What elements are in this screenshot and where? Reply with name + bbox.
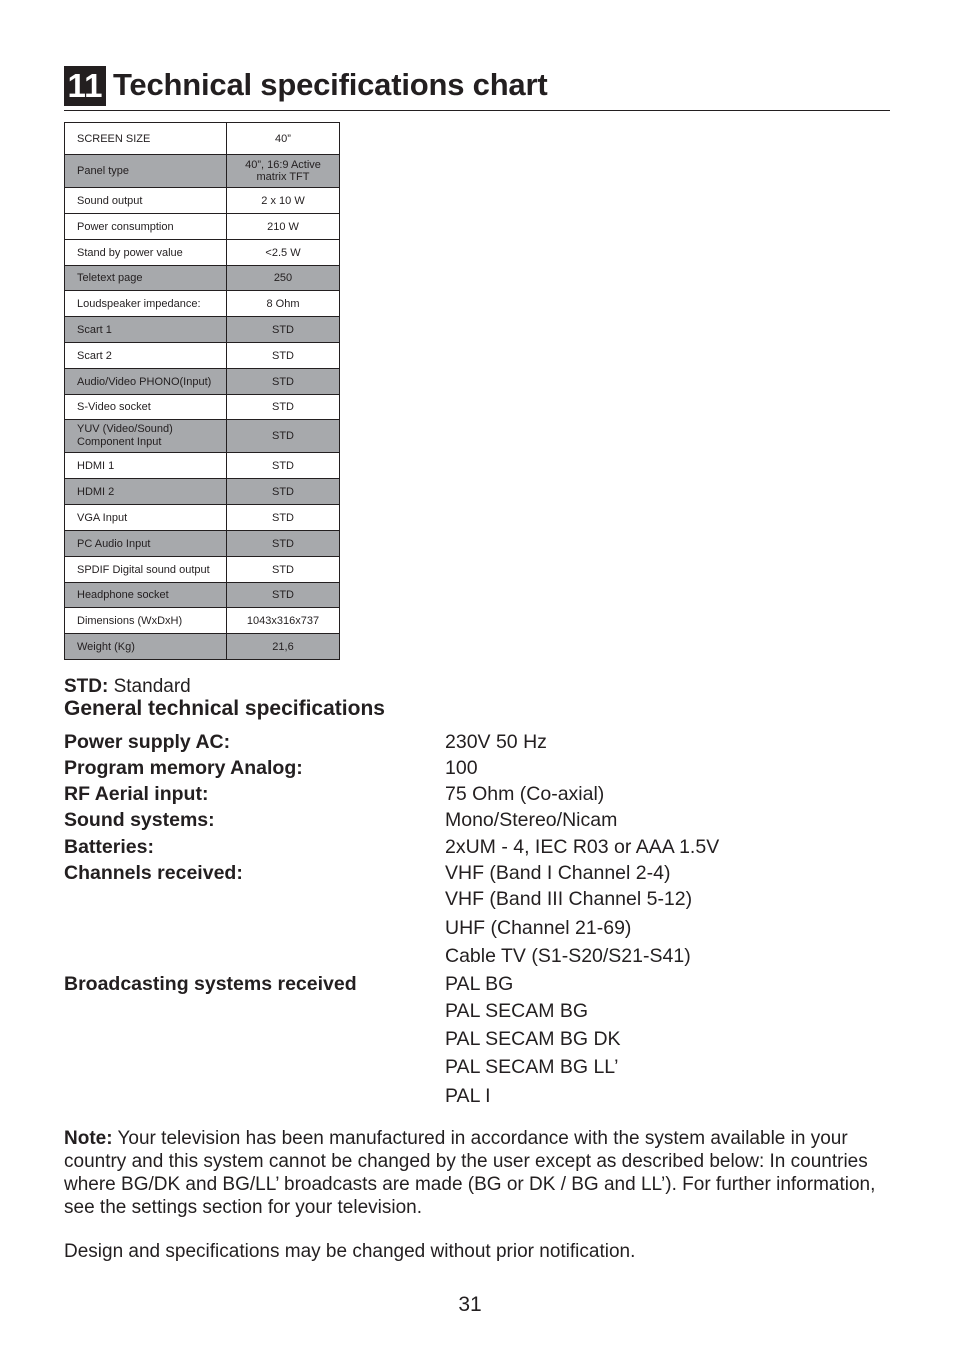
spec-row <box>65 214 340 240</box>
general-specs-title: General technical specifications <box>64 697 385 720</box>
spec-label: Weight (Kg) <box>65 634 227 660</box>
spec-row <box>65 634 340 660</box>
spec-label: Sound output <box>65 188 227 214</box>
spec-value: STD <box>227 557 340 583</box>
spec-row <box>65 317 340 343</box>
spec-value: STD <box>227 420 340 453</box>
spec-label: HDMI 2 <box>65 479 227 505</box>
general-spec-value: Mono/Stereo/Nicam <box>445 809 618 831</box>
spec-row <box>65 395 340 420</box>
spec-value: 1043x316x737 <box>227 608 340 634</box>
spec-value: STD <box>227 395 340 420</box>
spec-value: 40”, 16:9 Active matrix TFT <box>227 155 340 188</box>
spec-label: YUV (Video/Sound) Component Input <box>65 420 227 453</box>
spec-row <box>65 240 340 266</box>
general-spec-value: Cable TV (S1-S20/S21-S41) <box>445 945 691 967</box>
general-spec-value: PAL SECAM BG DK <box>445 1028 621 1050</box>
note-label: Note: <box>64 1128 113 1149</box>
spec-label: PC Audio Input <box>65 531 227 557</box>
spec-value: 40” <box>227 123 340 155</box>
spec-row <box>65 123 340 155</box>
general-spec-label: Power supply AC: <box>64 731 231 753</box>
design-notice: Design and specifications may be changed without prior notification. <box>64 1241 636 1262</box>
spec-value: <2.5 W <box>227 240 340 266</box>
note-text: Your television has been manufactured in accordance with the system available in your country and this system cannot be changed by the user except as described below: In countries where BG/DK and BG/LL’ broadcasts are made (BG or DK / BG and LL’). For further information, see the settings section for your television. <box>64 1128 876 1218</box>
spec-row <box>65 266 340 291</box>
spec-value: STD <box>227 369 340 395</box>
general-spec-value: PAL SECAM BG <box>445 1000 589 1022</box>
general-spec-label: Program memory Analog: <box>64 757 303 779</box>
spec-label: SCREEN SIZE <box>65 123 227 155</box>
spec-row <box>65 291 340 317</box>
section-number-badge: 11 <box>64 66 106 106</box>
spec-value: STD <box>227 531 340 557</box>
spec-label: SPDIF Digital sound output <box>65 557 227 583</box>
general-spec-label: Sound systems: <box>64 809 215 831</box>
spec-label: HDMI 1 <box>65 453 227 479</box>
general-spec-value: PAL I <box>445 1085 491 1107</box>
general-spec-label: Channels received: <box>64 862 243 884</box>
general-spec-label: RF Aerial input: <box>64 783 209 805</box>
spec-row <box>65 369 340 395</box>
spec-label: Headphone socket <box>65 583 227 608</box>
std-abbr: STD: <box>64 676 109 697</box>
std-legend <box>64 676 191 698</box>
spec-value: 210 W <box>227 214 340 240</box>
general-spec-value: PAL BG <box>445 973 514 995</box>
spec-row <box>65 343 340 369</box>
general-spec-label: Broadcasting systems received <box>64 973 357 995</box>
spec-label: Scart 1 <box>65 317 227 343</box>
spec-label: VGA Input <box>65 505 227 531</box>
general-spec-value: UHF (Channel 21-69) <box>445 917 632 939</box>
spec-label: S-Video socket <box>65 395 227 420</box>
spec-value: STD <box>227 583 340 608</box>
general-spec-label: Batteries: <box>64 836 154 858</box>
spec-row <box>65 420 340 453</box>
std-meaning: Standard <box>113 676 191 697</box>
spec-label: Scart 2 <box>65 343 227 369</box>
general-spec-value: PAL SECAM BG LL’ <box>445 1056 619 1078</box>
spec-value: 21,6 <box>227 634 340 660</box>
spec-value: STD <box>227 505 340 531</box>
spec-value: STD <box>227 317 340 343</box>
spec-label: Teletext page <box>65 266 227 291</box>
page-number: 31 <box>458 1293 482 1316</box>
spec-label: Loudspeaker impedance: <box>65 291 227 317</box>
spec-value: STD <box>227 453 340 479</box>
spec-label: Power consumption <box>65 214 227 240</box>
spec-row <box>65 531 340 557</box>
general-spec-value: VHF (Band III Channel 5-12) <box>445 888 693 910</box>
page-title: Technical specifications chart <box>113 67 548 102</box>
spec-label: Audio/Video PHONO(Input) <box>65 369 227 395</box>
spec-value: 2 x 10 W <box>227 188 340 214</box>
note-paragraph <box>64 1127 894 1219</box>
spec-value: STD <box>227 479 340 505</box>
spec-row <box>65 583 340 608</box>
spec-row <box>65 188 340 214</box>
section-header <box>64 64 890 111</box>
spec-row <box>65 453 340 479</box>
general-spec-value: 75 Ohm (Co-axial) <box>445 783 605 805</box>
spec-label: Panel type <box>65 155 227 188</box>
general-spec-value: VHF (Band I Channel 2-4) <box>445 862 671 884</box>
spec-table <box>64 122 340 660</box>
general-spec-value: 100 <box>445 757 478 779</box>
spec-row <box>65 608 340 634</box>
spec-label: Stand by power value <box>65 240 227 266</box>
spec-value: STD <box>227 343 340 369</box>
spec-label: Dimensions (WxDxH) <box>65 608 227 634</box>
spec-value: 8 Ohm <box>227 291 340 317</box>
general-spec-value: 2xUM - 4, IEC R03 or AAA 1.5V <box>445 836 720 858</box>
spec-row <box>65 155 340 188</box>
spec-value: 250 <box>227 266 340 291</box>
spec-table-body <box>65 123 340 660</box>
spec-row <box>65 505 340 531</box>
general-spec-value: 230V 50 Hz <box>445 731 547 753</box>
spec-row <box>65 557 340 583</box>
spec-row <box>65 479 340 505</box>
